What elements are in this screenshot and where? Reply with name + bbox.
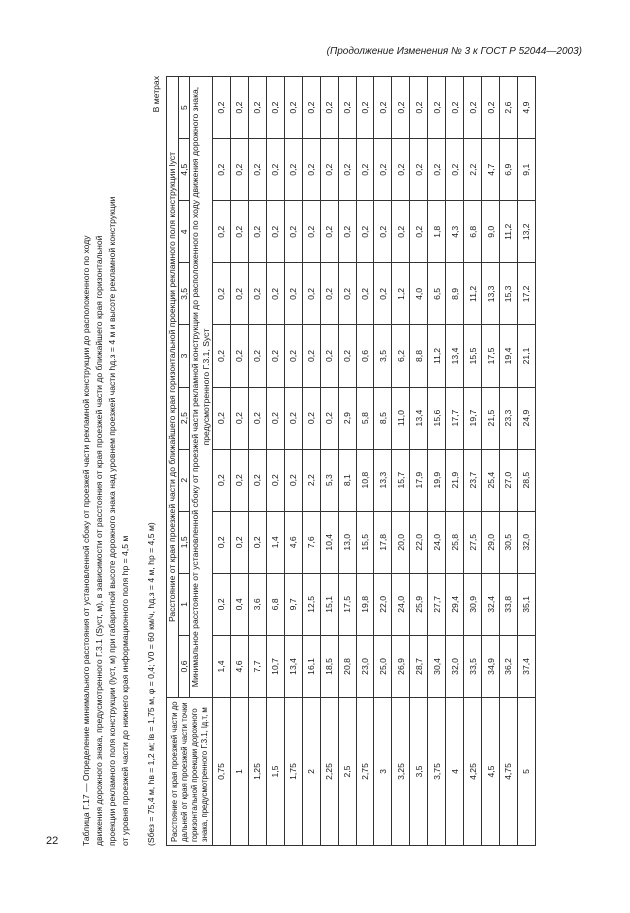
value-cell: 0,2: [338, 325, 356, 387]
value-cell: 0,2: [230, 387, 248, 449]
column-header: 4: [179, 201, 190, 263]
column-header: 1,5: [179, 511, 190, 573]
column-header: 3: [179, 325, 190, 387]
row-key-cell: 1,5: [266, 698, 284, 846]
value-cell: 25,9: [410, 573, 428, 635]
value-cell: 8,9: [446, 263, 464, 325]
value-cell: 0,2: [266, 449, 284, 511]
value-cell: 11,2: [464, 263, 482, 325]
value-cell: 30,9: [464, 573, 482, 635]
table-parameters: (Sбез = 75,4 м, hв = 1,2 м; lв = 1,75 м, φ = 0,4; V0 = 60 км/ч, hд.з = 4 м, hр = 4,5 м): [146, 522, 156, 846]
value-cell: 3,6: [248, 573, 266, 635]
value-cell: 19,9: [428, 449, 446, 511]
table-row: [464, 77, 482, 846]
value-cell: 1,4: [266, 511, 284, 573]
value-cell: 0,2: [248, 139, 266, 201]
value-cell: 0,2: [302, 139, 320, 201]
value-cell: 6,8: [464, 201, 482, 263]
value-cell: 32,0: [446, 635, 464, 697]
row-key-cell: 1,75: [284, 698, 302, 846]
table-row: [213, 77, 231, 846]
value-cell: 21,1: [517, 325, 535, 387]
value-cell: 17,8: [374, 511, 392, 573]
row-key-cell: 3,5: [410, 698, 428, 846]
value-cell: 0,2: [248, 325, 266, 387]
value-cell: 10,4: [320, 511, 338, 573]
value-cell: 0,2: [266, 139, 284, 201]
value-cell: 0,2: [428, 139, 446, 201]
value-cell: 36,2: [500, 635, 518, 697]
value-cell: 0,2: [284, 449, 302, 511]
value-cell: 0,2: [230, 77, 248, 139]
table-row: [517, 77, 535, 846]
value-cell: 4,6: [230, 635, 248, 697]
value-cell: 16,1: [302, 635, 320, 697]
value-cell: 1,8: [428, 201, 446, 263]
table-row: [266, 77, 284, 846]
table-row: [320, 77, 338, 846]
table-row: [392, 77, 410, 846]
value-cell: 0,2: [213, 511, 231, 573]
value-cell: 0,2: [284, 77, 302, 139]
value-cell: 32,0: [517, 511, 535, 573]
value-cell: 0,6: [356, 325, 374, 387]
value-cell: 0,2: [266, 325, 284, 387]
value-cell: 0,2: [320, 201, 338, 263]
value-cell: 24,0: [428, 511, 446, 573]
value-cell: 27,5: [464, 511, 482, 573]
column-header: 5: [179, 77, 190, 139]
value-cell: 29,4: [446, 573, 464, 635]
value-cell: 0,2: [284, 139, 302, 201]
value-cell: 0,2: [248, 449, 266, 511]
value-cell: 2,2: [302, 449, 320, 511]
value-cell: 0,2: [410, 77, 428, 139]
value-cell: 0,2: [338, 139, 356, 201]
value-cell: 34,9: [482, 635, 500, 697]
value-cell: 7,7: [248, 635, 266, 697]
value-cell: 4,7: [482, 139, 500, 201]
value-cell: 0,2: [213, 387, 231, 449]
table-row: [230, 77, 248, 846]
value-cell: 17,2: [517, 263, 535, 325]
value-cell: 0,2: [213, 139, 231, 201]
value-cell: 0,2: [428, 77, 446, 139]
value-cell: 0,2: [320, 139, 338, 201]
row-key-cell: 2,25: [320, 698, 338, 846]
row-header: Расстояние от края проезжей части до дальней от края проезжей части точки горизонтальной проекции дорожного знака, предусмотренного Г.3.1, lд.т, м: [167, 698, 213, 846]
value-cell: 0,2: [392, 201, 410, 263]
value-cell: 13,4: [446, 325, 464, 387]
value-cell: 11,2: [500, 201, 518, 263]
value-cell: 0,2: [213, 77, 231, 139]
value-cell: 18,5: [320, 635, 338, 697]
value-cell: 0,2: [230, 263, 248, 325]
value-cell: 0,2: [338, 77, 356, 139]
value-cell: 27,0: [500, 449, 518, 511]
data-table: [166, 76, 536, 846]
value-cell: 21,9: [446, 449, 464, 511]
value-cell: 0,2: [230, 139, 248, 201]
value-cell: 28,7: [410, 635, 428, 697]
value-cell: 19,8: [356, 573, 374, 635]
value-cell: 0,2: [356, 139, 374, 201]
value-cell: 8,1: [338, 449, 356, 511]
value-cell: 0,2: [284, 325, 302, 387]
value-cell: 29,0: [482, 511, 500, 573]
value-cell: 6,5: [428, 263, 446, 325]
table-row: [284, 77, 302, 846]
value-cell: 2,2: [464, 139, 482, 201]
value-cell: 7,6: [302, 511, 320, 573]
value-cell: 0,2: [213, 449, 231, 511]
value-cell: 0,2: [410, 201, 428, 263]
table-row: [374, 77, 392, 846]
table-row: [428, 77, 446, 846]
value-cell: 5,3: [320, 449, 338, 511]
value-cell: 4,3: [446, 201, 464, 263]
value-cell: 0,2: [392, 77, 410, 139]
value-cell: 10,8: [356, 449, 374, 511]
value-cell: 0,2: [213, 573, 231, 635]
value-cell: 17,9: [410, 449, 428, 511]
value-cell: 0,2: [320, 77, 338, 139]
table-row: [338, 77, 356, 846]
row-key-cell: 1,25: [248, 698, 266, 846]
value-cell: 1,4: [213, 635, 231, 697]
value-cell: 0,2: [213, 325, 231, 387]
value-cell: 0,2: [248, 201, 266, 263]
caption-line: от уровня проезжей части до нижнего края информационного поля hр = 4,5 м: [120, 535, 130, 846]
value-cell: 0,2: [284, 201, 302, 263]
value-cell: 0,2: [284, 387, 302, 449]
value-cell: 0,2: [230, 201, 248, 263]
value-cell: 0,2: [374, 201, 392, 263]
value-cell: 10,7: [266, 635, 284, 697]
value-cell: 30,5: [500, 511, 518, 573]
value-cell: 0,2: [266, 77, 284, 139]
value-cell: 19,7: [464, 387, 482, 449]
row-key-cell: 3,25: [392, 698, 410, 846]
value-cell: 11,2: [428, 325, 446, 387]
value-cell: 0,2: [230, 325, 248, 387]
value-cell: 0,2: [213, 201, 231, 263]
row-key-cell: 2,5: [338, 698, 356, 846]
value-cell: 32,4: [482, 573, 500, 635]
row-key-cell: 4,5: [482, 698, 500, 846]
value-cell: 12,5: [302, 573, 320, 635]
row-key-cell: 5: [517, 698, 535, 846]
value-cell: 0,2: [320, 387, 338, 449]
value-cell: 17,5: [338, 573, 356, 635]
value-cell: 9,0: [482, 201, 500, 263]
value-cell: 24,0: [392, 573, 410, 635]
value-cell: 0,2: [464, 77, 482, 139]
value-cell: 17,7: [446, 387, 464, 449]
value-cell: 15,3: [500, 263, 518, 325]
value-cell: 23,3: [500, 387, 518, 449]
value-cell: 0,2: [302, 387, 320, 449]
value-cell: 4,9: [517, 77, 535, 139]
group-header: Расстояние от края проезжей части до ближайшего края горизонтальной проекции рекламного поля конструкции lуст: [167, 77, 179, 698]
value-cell: 20,0: [392, 511, 410, 573]
value-cell: 0,4: [230, 573, 248, 635]
caption-line: проекции рекламного поля конструкции (lуст, м) при габаритной высоте дорожного знака над уровнем проезжей части hд.з = 4 м и высоте рекламной конструкции: [107, 196, 117, 846]
value-cell: 13,0: [338, 511, 356, 573]
value-cell: 2,6: [500, 77, 518, 139]
row-key-cell: 2,75: [356, 698, 374, 846]
value-cell: 0,2: [338, 263, 356, 325]
value-cell: 6,8: [266, 573, 284, 635]
value-cell: 20,8: [338, 635, 356, 697]
value-cell: 0,2: [266, 201, 284, 263]
value-cell: 13,4: [284, 635, 302, 697]
table-row: [248, 77, 266, 846]
column-header: 0,6: [179, 635, 190, 697]
value-cell: 0,2: [356, 77, 374, 139]
value-cell: 0,2: [248, 387, 266, 449]
value-cell: 17,5: [482, 325, 500, 387]
table-row: [482, 77, 500, 846]
value-cell: 0,2: [446, 139, 464, 201]
value-cell: 4,6: [284, 511, 302, 573]
value-cell: 6,9: [500, 139, 518, 201]
value-cell: 0,2: [410, 139, 428, 201]
value-cell: 23,0: [356, 635, 374, 697]
table-body: [213, 77, 536, 846]
value-cell: 33,5: [464, 635, 482, 697]
value-cell: 22,0: [374, 573, 392, 635]
value-cell: 0,2: [356, 201, 374, 263]
value-cell: 0,2: [374, 139, 392, 201]
value-cell: 0,2: [302, 325, 320, 387]
value-cell: 15,5: [464, 325, 482, 387]
value-cell: 19,4: [500, 325, 518, 387]
column-header: 2,5: [179, 387, 190, 449]
value-cell: 15,5: [356, 511, 374, 573]
value-cell: 13,3: [482, 263, 500, 325]
value-cell: 25,8: [446, 511, 464, 573]
unit-label: В метрах: [151, 76, 161, 113]
row-key-cell: 3,75: [428, 698, 446, 846]
value-cell: 24,9: [517, 387, 535, 449]
value-cell: 0,2: [248, 77, 266, 139]
column-header: 2: [179, 449, 190, 511]
row-key-cell: 2: [302, 698, 320, 846]
value-cell: 1,2: [392, 263, 410, 325]
value-cell: 0,2: [374, 77, 392, 139]
value-cell: 11,0: [392, 387, 410, 449]
row-key-cell: 0,75: [213, 698, 231, 846]
row-key-cell: 4,75: [500, 698, 518, 846]
column-header: 4,5: [179, 139, 190, 201]
value-cell: 21,5: [482, 387, 500, 449]
row-key-cell: 4,25: [464, 698, 482, 846]
value-cell: 0,2: [320, 263, 338, 325]
table-row: [500, 77, 518, 846]
value-cell: 0,2: [230, 449, 248, 511]
value-cell: 3,5: [374, 325, 392, 387]
value-cell: 8,8: [410, 325, 428, 387]
row-key-cell: 4: [446, 698, 464, 846]
value-cell: 8,5: [374, 387, 392, 449]
value-cell: 13,4: [410, 387, 428, 449]
value-cell: 25,4: [482, 449, 500, 511]
value-cell: 27,7: [428, 573, 446, 635]
value-cell: 30,4: [428, 635, 446, 697]
value-cell: 4,0: [410, 263, 428, 325]
value-cell: 0,2: [302, 263, 320, 325]
value-cell: 0,2: [302, 201, 320, 263]
value-cell: 15,1: [320, 573, 338, 635]
value-cell: 0,2: [446, 77, 464, 139]
value-cell: 35,1: [517, 573, 535, 635]
caption-line: Таблица Г.17 — Определение минимального расстояния от установленной сбоку от проезжей части рекламной конструкции до расположенного по ходу: [81, 235, 91, 846]
table-caption: [80, 86, 132, 846]
page-header: (Продолжение Изменения № 3 к ГОСТ Р 52044—2003): [326, 46, 582, 57]
rotated-table-block: [80, 76, 540, 846]
value-cell: 5,8: [356, 387, 374, 449]
value-cell: 26,9: [392, 635, 410, 697]
value-cell: 0,2: [320, 325, 338, 387]
value-cell: 0,2: [284, 263, 302, 325]
table-row: [410, 77, 428, 846]
value-cell: 2,9: [338, 387, 356, 449]
value-cell: 15,6: [428, 387, 446, 449]
table-row: [446, 77, 464, 846]
value-cell: 0,2: [230, 511, 248, 573]
sub-header: Минимальное расстояние от установленной сбоку от проезжей части рекламной конструкции до расположенного по ходу движения дорожного знака, предусмотренного Г.3.1, Sуст: [190, 77, 213, 698]
value-cell: 6,2: [392, 325, 410, 387]
value-cell: 22,0: [410, 511, 428, 573]
value-cell: 9,1: [517, 139, 535, 201]
value-cell: 13,2: [517, 201, 535, 263]
table-row: [356, 77, 374, 846]
value-cell: 0,2: [266, 387, 284, 449]
value-cell: 0,2: [374, 263, 392, 325]
table-row: [302, 77, 320, 846]
value-cell: 25,0: [374, 635, 392, 697]
value-cell: 0,2: [392, 139, 410, 201]
value-cell: 0,2: [248, 263, 266, 325]
value-cell: 0,2: [356, 263, 374, 325]
value-cell: 15,7: [392, 449, 410, 511]
value-cell: 13,3: [374, 449, 392, 511]
column-header: 1: [179, 573, 190, 635]
value-cell: 0,2: [302, 77, 320, 139]
value-cell: 33,8: [500, 573, 518, 635]
value-cell: 0,2: [213, 263, 231, 325]
caption-line: движения дорожного знака, предусмотренного Г.3.1 (Sуст, м), в зависимости от расстояния от края проезжей части до ближайшего края горизонтальной: [94, 235, 104, 846]
value-cell: 23,7: [464, 449, 482, 511]
page-number: 22: [46, 835, 59, 847]
value-cell: 0,2: [248, 511, 266, 573]
value-cell: 9,7: [284, 573, 302, 635]
row-key-cell: 1: [230, 698, 248, 846]
value-cell: 28,5: [517, 449, 535, 511]
value-cell: 0,2: [266, 263, 284, 325]
value-cell: 0,2: [338, 201, 356, 263]
value-cell: 37,4: [517, 635, 535, 697]
value-cell: 0,2: [482, 77, 500, 139]
column-header: 3,5: [179, 263, 190, 325]
row-key-cell: 3: [374, 698, 392, 846]
